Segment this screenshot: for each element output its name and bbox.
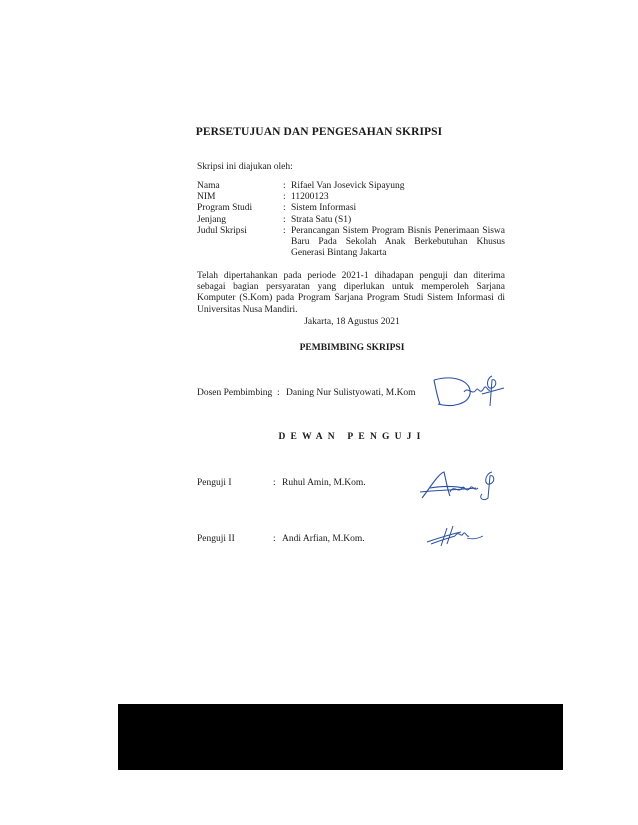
info-value: Sistem Informasi — [291, 203, 357, 214]
advisor-separator: : — [277, 388, 280, 398]
advisor-signature-icon — [428, 372, 508, 412]
info-key: NIM — [197, 192, 216, 203]
examiner-label: Penguji I — [197, 478, 232, 488]
info-key: Program Studi — [197, 203, 253, 214]
advisor-name: Daning Nur Sulistyowati, M.Kom — [286, 388, 416, 398]
examiner-label: Penguji II — [197, 534, 235, 544]
info-separator: : — [283, 203, 286, 214]
place-date: Jakarta, 18 Agustus 2021 — [304, 317, 400, 327]
info-separator: : — [283, 214, 286, 225]
examiner-row-2 — [197, 534, 365, 544]
examiner-1-signature-icon — [418, 468, 508, 504]
info-value: 11200123 — [291, 192, 329, 203]
examiner-name: Ruhul Amin, M.Kom. — [282, 478, 366, 488]
student-info — [197, 181, 505, 259]
info-key: Nama — [197, 181, 220, 191]
info-row-thesis-title — [197, 226, 505, 260]
advisor-label: Dosen Pembimbing — [197, 388, 273, 398]
advisor-section-title: PEMBIMBING SKRIPSI — [299, 343, 405, 353]
info-row-name — [197, 181, 505, 192]
info-key: Judul Skripsi — [197, 225, 247, 236]
info-row-nim — [197, 192, 505, 203]
examiner-row-1 — [197, 478, 366, 488]
info-row-level — [197, 215, 505, 226]
redaction-block — [118, 704, 563, 770]
approval-paragraph: Telah dipertahankan pada periode 2021-1 dihadapan penguji dan diterima sebagai bagian persyaratan yang diperlukan untuk memperoleh Sarjana Komputer (S.Kom) pada Program Sarjana Program Studi Sistem Informasi di Universitas Nusa Mandiri. — [197, 271, 505, 315]
advisor-row — [197, 388, 416, 398]
info-key: Jenjang — [197, 214, 227, 225]
examiner-separator: : — [273, 478, 276, 488]
board-section-title: DEWAN PENGUJI — [278, 432, 426, 442]
intro-text: Skripsi ini diajukan oleh: — [197, 162, 293, 172]
info-separator: : — [283, 225, 286, 236]
document-title: PERSETUJUAN DAN PENGESAHAN SKRIPSI — [195, 126, 443, 138]
info-value: Rifael Van Josevick Sipayung — [291, 181, 405, 191]
info-value: Strata Satu (S1) — [291, 214, 352, 225]
info-row-program — [197, 203, 505, 214]
examiner-separator: : — [273, 534, 276, 544]
info-separator: : — [283, 192, 286, 203]
info-separator: : — [283, 181, 286, 191]
examiner-2-signature-icon — [425, 524, 485, 548]
info-value: Perancangan Sistem Program Bisnis Penerimaan Siswa Baru Pada Sekolah Anak Berkebutuhan Khusus Generasi Bintang Jakarta — [291, 225, 505, 259]
examiner-name: Andi Arfian, M.Kom. — [282, 534, 365, 544]
